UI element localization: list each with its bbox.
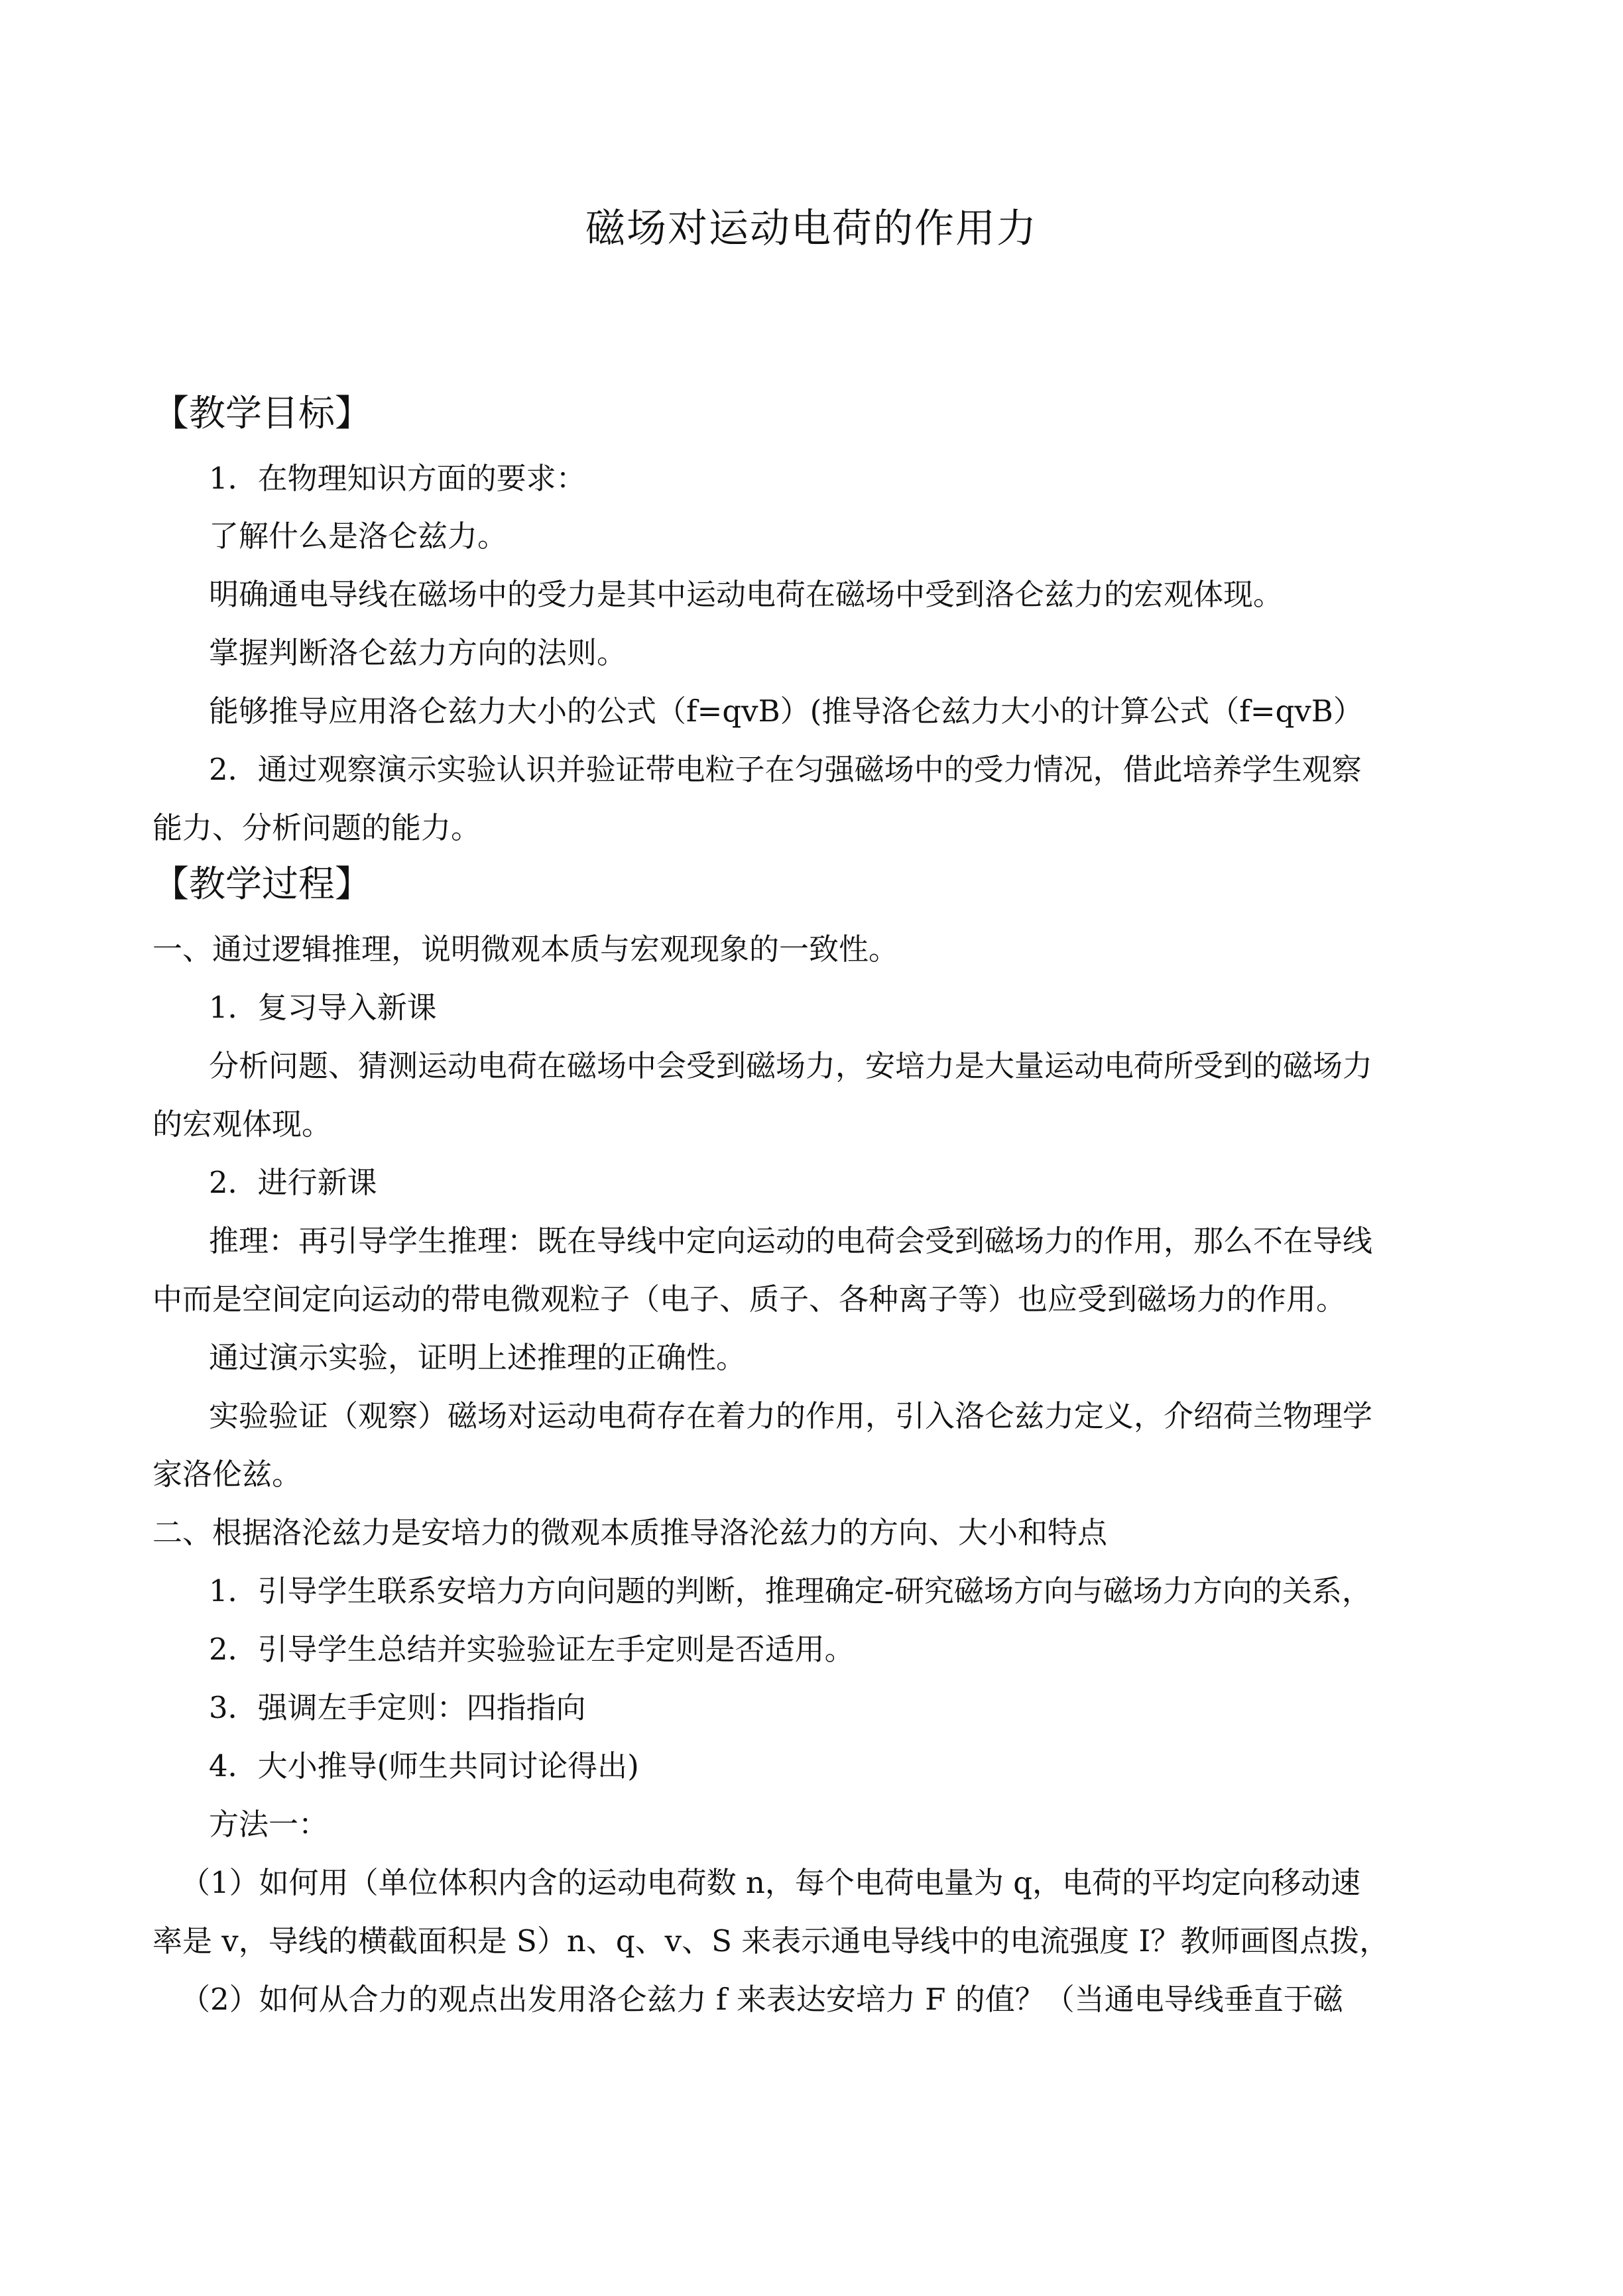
paragraph-line: 推理：再引导学生推理：既在导线中定向运动的电荷会受到磁场力的作用，那么不在导线 bbox=[209, 1223, 1373, 1258]
section-heading-process: 【教学过程】 bbox=[152, 863, 372, 905]
paragraph-line: 中而是空间定向运动的带电微观粒子（电子、质子、各种离子等）也应受到磁场力的作用。 bbox=[152, 1282, 1347, 1317]
document-title: 磁场对运动电荷的作用力 bbox=[585, 206, 1038, 252]
paragraph-line: 能够推导应用洛仑兹力大小的公式（f=qvB）(推导洛仑兹力大小的计算公式（f=qvB） bbox=[209, 694, 1363, 729]
paragraph-line: 二、根据洛沦兹力是安培力的微观本质推导洛沦兹力的方向、大小和特点 bbox=[152, 1515, 1108, 1550]
paragraph-line: 明确通电导线在磁场中的受力是其中运动电荷在磁场中受到洛仑兹力的宏观体现。 bbox=[209, 577, 1284, 612]
paragraph-line: 2．通过观察演示实验认识并验证带电粒子在匀强磁场中的受力情况，借此培养学生观察 bbox=[209, 752, 1362, 787]
paragraph-line: 家洛伦兹。 bbox=[152, 1457, 302, 1492]
paragraph-line: 能力、分析问题的能力。 bbox=[152, 810, 481, 845]
paragraph-line: （1）如何用（单位体积内含的运动电荷数 n，每个电荷电量为 q，电荷的平均定向移动速 bbox=[180, 1865, 1361, 1900]
paragraph-line: 方法一： bbox=[209, 1807, 329, 1842]
paragraph-line: 4．大小推导(师生共同讨论得出) bbox=[209, 1748, 639, 1783]
paragraph-line: 2．引导学生总结并实验验证左手定则是否适用。 bbox=[209, 1632, 855, 1667]
paragraph-line: 了解什么是洛仑兹力。 bbox=[209, 518, 508, 554]
paragraph-line: 1．在物理知识方面的要求： bbox=[209, 461, 586, 496]
paragraph-line: 3．强调左手定则：四指指向 bbox=[209, 1690, 586, 1725]
paragraph-line: 分析问题、猜测运动电荷在磁场中会受到磁场力，安培力是大量运动电荷所受到的磁场力 bbox=[209, 1048, 1373, 1083]
paragraph-line: 实验验证（观察）磁场对运动电荷存在着力的作用，引入洛仑兹力定义，介绍荷兰物理学 bbox=[209, 1398, 1373, 1433]
paragraph-line: 一、通过逻辑推理，说明微观本质与宏观现象的一致性。 bbox=[152, 932, 899, 967]
paragraph-line: 掌握判断洛仑兹力方向的法则。 bbox=[209, 635, 627, 670]
paragraph-line: 率是 v，导线的横截面积是 S）n、q、v、S 来表示通电导线中的电流强度 I？教师画图点拨， bbox=[152, 1923, 1390, 1959]
paragraph-line: 的宏观体现。 bbox=[152, 1107, 332, 1142]
paragraph-line: 1．复习导入新课 bbox=[209, 990, 437, 1025]
section-heading-objectives: 【教学目标】 bbox=[152, 392, 372, 434]
paragraph-line: 通过演示实验，证明上述推理的正确性。 bbox=[209, 1340, 747, 1375]
paragraph-line: 1．引导学生联系安培力方向问题的判断，推理确定-研究磁场方向与磁场力方向的关系， bbox=[209, 1573, 1372, 1608]
paragraph-line: （2）如何从合力的观点出发用洛仑兹力 f 来表达安培力 F 的值？（当通电导线垂直于磁 bbox=[180, 1982, 1343, 2017]
paragraph-line: 2．进行新课 bbox=[209, 1165, 377, 1200]
